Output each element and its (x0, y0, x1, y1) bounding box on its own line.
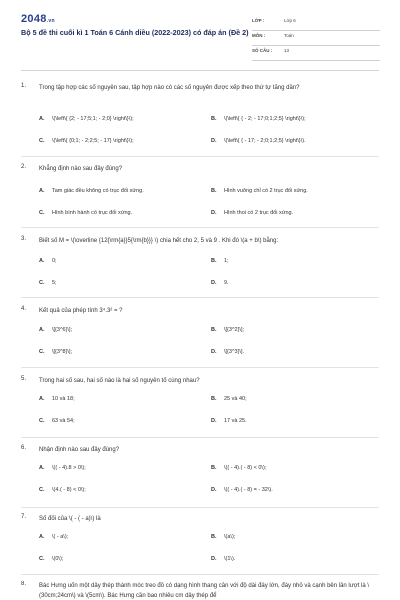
option-letter: A. (39, 188, 45, 194)
question-divider (21, 227, 379, 228)
option-text: \( - a\); (52, 534, 69, 540)
option-text: \[{3^8}\]; (52, 349, 73, 355)
question-divider (21, 574, 379, 575)
option-text: \(\left\{ {2; - 17;5;1; - 2;0} \right\}\); (52, 116, 134, 122)
meta-row-class (252, 16, 380, 31)
option-a[interactable] (39, 396, 75, 402)
question-1 (21, 83, 379, 143)
option-text: \(4.( - 8) < 0\); (52, 487, 86, 493)
option-a[interactable] (39, 327, 72, 333)
option-b[interactable] (211, 534, 235, 540)
question-divider (21, 437, 379, 438)
option-text: Tam giác đều không có trục đối xứng. (52, 188, 144, 194)
option-text: 10 và 18; (52, 396, 75, 402)
option-letter: A. (39, 327, 45, 333)
option-text: 25 và 40; (224, 396, 247, 402)
option-c[interactable] (39, 280, 57, 286)
meta-row-count (252, 46, 380, 61)
question-text: Khẳng định nào sau đây đúng? (39, 166, 123, 172)
option-text: \(0\); (52, 556, 64, 562)
option-text: 1; (224, 258, 229, 264)
option-a[interactable] (39, 465, 86, 471)
option-d[interactable] (211, 210, 293, 216)
option-letter: D. (211, 210, 217, 216)
option-a[interactable] (39, 116, 134, 122)
question-number: 2. (21, 164, 27, 170)
option-text: Hình bình hành có trục đối xứng. (52, 210, 133, 216)
question-text: Số đối của \( - ( - a)\) là (39, 516, 101, 522)
option-text: 9. (224, 280, 229, 286)
option-letter: D. (211, 138, 217, 144)
option-b[interactable] (211, 465, 266, 471)
option-letter: B. (211, 534, 217, 540)
option-b[interactable] (211, 188, 308, 194)
option-d[interactable] (211, 418, 247, 424)
option-letter: C. (39, 418, 45, 424)
option-text: \[{3^3}\]. (224, 349, 245, 355)
question-text: Biết số M = \(\overline {12{\rm{a}}5{\rm{b}}} \) chia hết cho 2, 5 và 9 . Khi đó \(a + b\) bằng: (39, 238, 279, 244)
question-text: Kết quả của phép tính 3⁴.3² = ? (39, 308, 123, 314)
question-number: 6. (21, 445, 27, 451)
question-4 (21, 306, 379, 361)
option-text: \(\left\{ {0;1; - 2;2;5; - 17} \right\}\); (52, 138, 134, 144)
option-letter: A. (39, 534, 45, 540)
option-text: \(( - 4).8 > 0\); (52, 465, 86, 471)
question-divider (21, 156, 379, 157)
logo-tld: .vn (46, 18, 55, 24)
question-text: Trong hai số sau, hai số nào là hai số nguyên tố cùng nhau? (39, 378, 200, 384)
question-text: Nhận định nào sau đây đúng? (39, 447, 120, 453)
option-letter: B. (211, 258, 217, 264)
option-text: \(( - 4).( - 8) = - 32\). (224, 487, 273, 493)
option-d[interactable] (211, 349, 244, 355)
option-text: 5; (52, 280, 57, 286)
option-letter: D. (211, 556, 217, 562)
exam-meta (252, 16, 380, 61)
option-text: 63 và 54; (52, 418, 75, 424)
question-number: 5. (21, 376, 27, 382)
option-a[interactable] (39, 188, 144, 194)
option-letter: A. (39, 116, 45, 122)
option-letter: A. (39, 465, 45, 471)
question-number: 7. (21, 514, 27, 520)
option-text: 17 và 25. (224, 418, 247, 424)
question-text: Bác Hưng uốn một dây thép thành móc treo đồ có dạng hình thang cân với độ dài đáy lớn, đáy nhỏ và cạnh bên lần lượt là \(30cm;24cm\) và \(5cm\). Bác Hưng cần bao nhiêu cm dây thép để (39, 583, 370, 599)
option-letter: C. (39, 487, 45, 493)
option-text: 0; (52, 258, 57, 264)
meta-value-count: 13 (284, 48, 290, 53)
option-c[interactable] (39, 418, 75, 424)
option-c[interactable] (39, 138, 134, 144)
option-text: \[{3^6}\]; (52, 327, 73, 333)
meta-label-subject: MÔN : (252, 33, 266, 38)
logo-text: 2048 (21, 13, 47, 25)
meta-label-class: LỚP : (252, 18, 265, 23)
option-letter: C. (39, 210, 45, 216)
question-6 (21, 445, 379, 500)
option-text: \(( - 4).( - 8) < 0\); (224, 465, 267, 471)
option-a[interactable] (39, 258, 57, 264)
question-7 (21, 514, 379, 569)
question-divider (21, 297, 379, 298)
question-number: 1. (21, 83, 27, 89)
option-letter: B. (211, 396, 217, 402)
option-letter: D. (211, 349, 217, 355)
option-letter: C. (39, 556, 45, 562)
option-d[interactable] (211, 138, 306, 144)
option-c[interactable] (39, 349, 72, 355)
option-d[interactable] (211, 556, 235, 562)
option-text: \(a\); (224, 534, 236, 540)
option-letter: D. (211, 487, 217, 493)
question-number: 3. (21, 236, 27, 242)
site-logo[interactable] (21, 13, 55, 25)
meta-value-subject: Toán (284, 33, 294, 38)
option-text: \(\left\{ { - 2; - 17;0;1;2;5} \right\}\); (224, 116, 306, 122)
option-b[interactable] (211, 258, 229, 264)
option-letter: B. (211, 327, 217, 333)
question-8 (21, 581, 379, 600)
option-letter: C. (39, 138, 45, 144)
option-text: \[{3^2}\]; (224, 327, 245, 333)
question-number: 8. (21, 581, 27, 587)
option-letter: C. (39, 349, 45, 355)
question-divider (21, 507, 379, 508)
option-letter: B. (211, 116, 217, 122)
option-c[interactable] (39, 487, 86, 493)
option-b[interactable] (211, 396, 247, 402)
meta-label-count: SỐ CÂU : (252, 48, 273, 53)
question-divider (21, 367, 379, 368)
option-text: Hình vuông chỉ có 2 trục đối xứng. (224, 188, 308, 194)
question-number: 4. (21, 306, 27, 312)
question-2 (21, 164, 379, 219)
option-c[interactable] (39, 210, 132, 216)
option-letter: A. (39, 396, 45, 402)
option-d[interactable] (211, 487, 273, 493)
option-text: \(1\). (224, 556, 236, 562)
option-b[interactable] (211, 116, 306, 122)
option-a[interactable] (39, 534, 68, 540)
question-3 (21, 236, 379, 291)
exam-title: Bộ 5 đề thi cuối kì 1 Toán 6 Cánh diều (2022-2023) có đáp án (Đề 2) (21, 28, 249, 37)
option-text: Hình thoi có 2 trục đối xứng. (224, 210, 294, 216)
option-letter: A. (39, 258, 45, 264)
question-text: Trong tập hợp các số nguyên sau, tập hợp nào có các số nguyên được xếp theo thứ tự tăng dần? (39, 85, 300, 91)
option-letter: B. (211, 188, 217, 194)
option-d[interactable] (211, 280, 229, 286)
question-5 (21, 376, 379, 431)
header-divider (21, 70, 379, 71)
meta-row-subject (252, 31, 380, 46)
option-c[interactable] (39, 556, 63, 562)
option-letter: D. (211, 280, 217, 286)
option-b[interactable] (211, 327, 244, 333)
option-letter: B. (211, 465, 217, 471)
meta-value-class: Lớp 6 (284, 18, 296, 23)
option-letter: C. (39, 280, 45, 286)
option-letter: D. (211, 418, 217, 424)
option-text: \(\left\{ { - 17; - 2;0;1;2;5} \right\}\). (224, 138, 306, 144)
